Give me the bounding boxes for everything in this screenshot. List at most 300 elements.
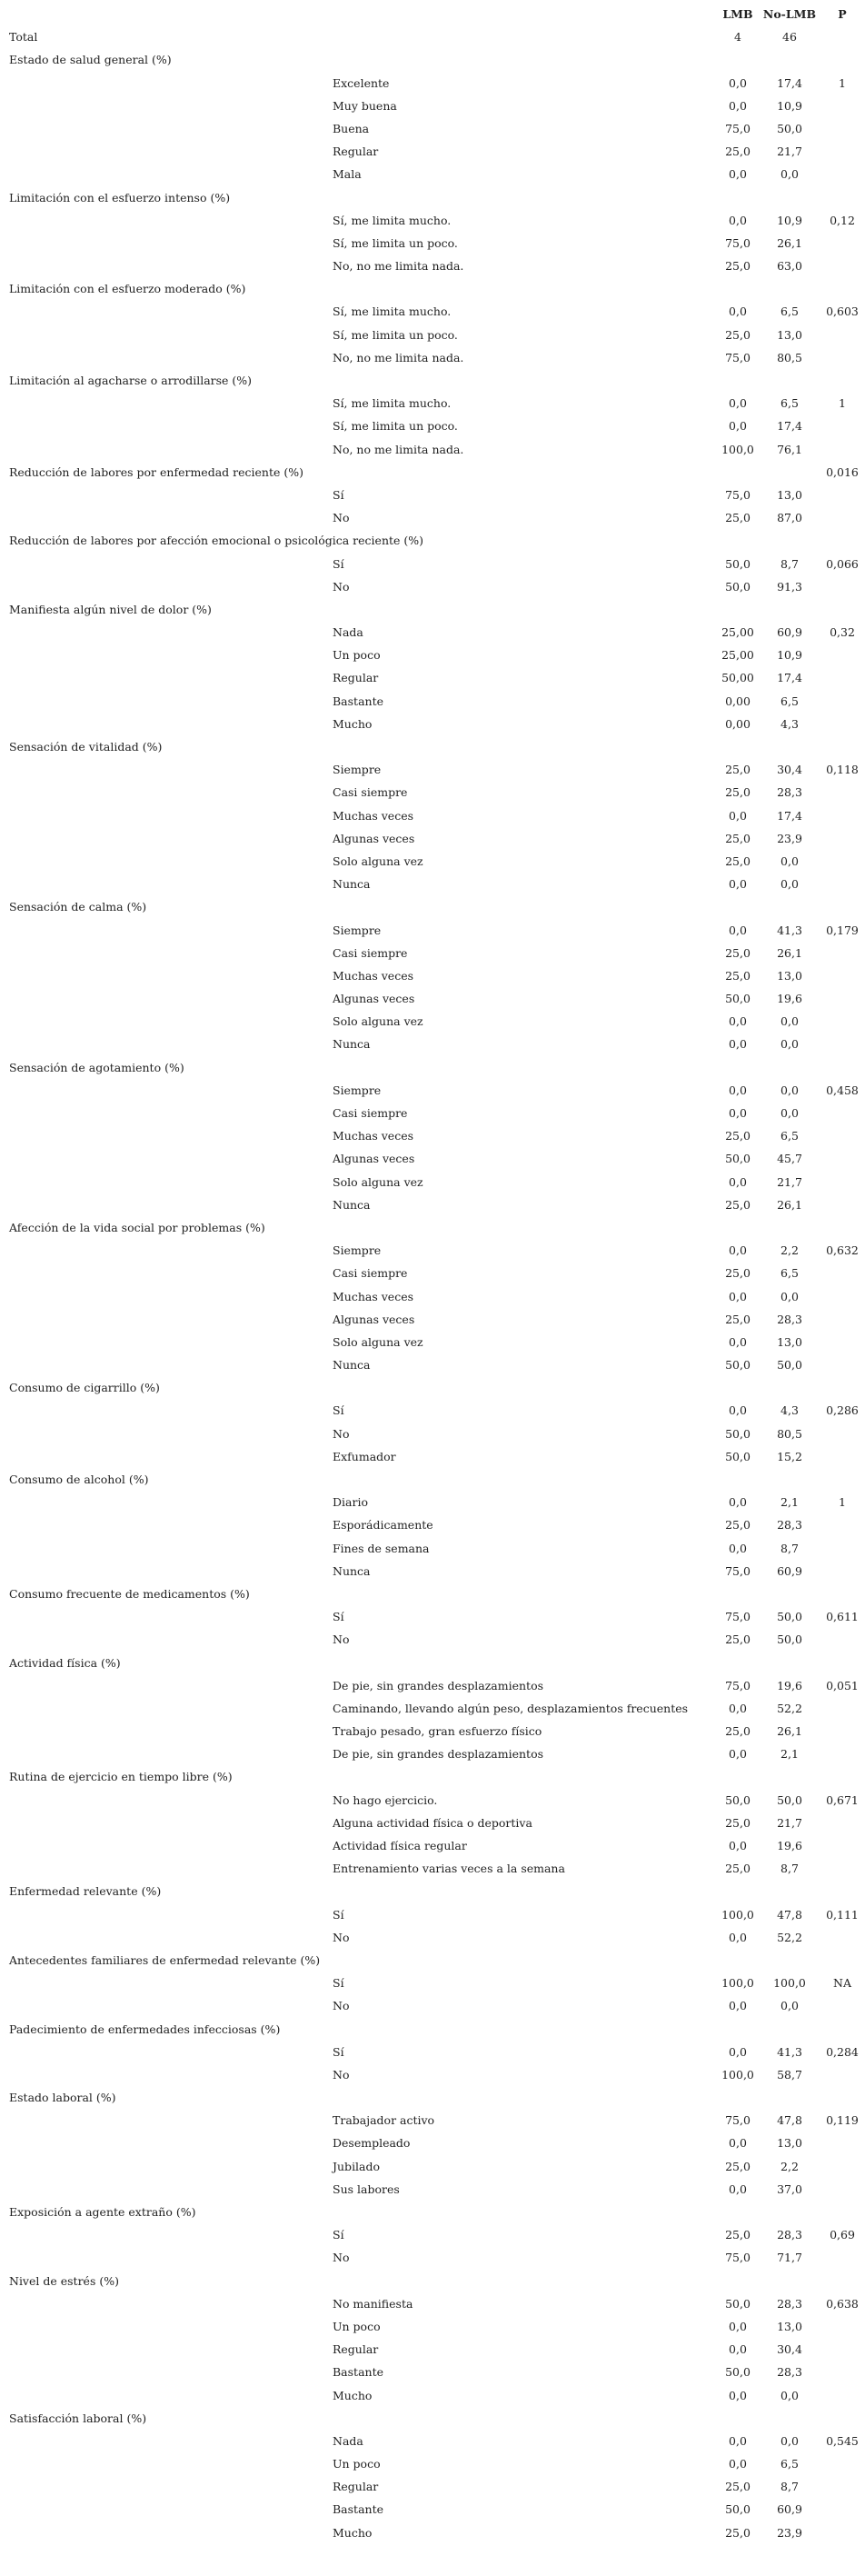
lmb-value: 75,0: [725, 235, 751, 250]
category-label: Nunca: [333, 877, 371, 892]
category-label: Fines de semana: [333, 1541, 430, 1555]
p-value: 1: [839, 1495, 846, 1510]
lmb-value: 0,0: [729, 1541, 747, 1555]
nolmb-value: 21,7: [777, 1815, 802, 1830]
lmb-value: 50,0: [725, 1449, 751, 1463]
lmb-value: 25,0: [725, 1815, 751, 1830]
nolmb-value: 28,3: [777, 2296, 802, 2311]
category-label: No, no me limita nada.: [333, 350, 464, 364]
table-row: [0, 2452, 865, 2475]
nolmb-value: 60,9: [777, 1563, 802, 1578]
lmb-value: 100,0: [721, 1976, 754, 1991]
category-label: Sí: [333, 2044, 344, 2059]
lmb-value: 0,0: [729, 2182, 747, 2196]
table-row: [0, 1560, 865, 1583]
nolmb-value: 76,1: [777, 442, 802, 456]
table-row: [0, 1331, 865, 1353]
category-label: Sí: [333, 1976, 344, 1991]
category-label: Algunas veces: [333, 992, 415, 1006]
lmb-value: 0,0: [729, 1495, 747, 1510]
group-title: Satisfacción laboral (%): [9, 2411, 147, 2425]
nolmb-value: 23,9: [777, 831, 802, 845]
table-row: [0, 2430, 865, 2452]
p-value: 0,603: [826, 305, 859, 319]
nolmb-value: 0,0: [780, 1289, 799, 1303]
category-label: Sí, me limita un poco.: [333, 235, 458, 250]
category-label: No: [333, 2067, 350, 2082]
group-header-row: [0, 2407, 865, 2430]
category-label: Sí, me limita mucho.: [333, 305, 452, 319]
p-value: NA: [833, 1976, 851, 1991]
category-label: Casi siempre: [333, 945, 408, 960]
nolmb-value: 2,1: [780, 1747, 799, 1762]
table-row: [0, 758, 865, 781]
lmb-value: 25,0: [725, 2525, 751, 2540]
nolmb-value: 50,0: [777, 1610, 802, 1624]
lmb-value: 50,0: [725, 1358, 751, 1373]
lmb-value: 0,0: [729, 1747, 747, 1762]
category-label: Algunas veces: [333, 1152, 415, 1166]
category-label: No manifiesta: [333, 2296, 413, 2311]
table-row: [0, 942, 865, 964]
p-value: 0,051: [826, 1678, 859, 1692]
lmb-value: 100,0: [721, 442, 754, 456]
group-title: Consumo frecuente de medicamentos (%): [9, 1586, 250, 1601]
category-label: Mucho: [333, 2388, 373, 2402]
category-label: Sí: [333, 1907, 344, 1922]
nolmb-value: 8,7: [780, 1862, 799, 1876]
nolmb-value: 28,3: [777, 1312, 802, 1326]
nolmb-value: 0,0: [780, 877, 799, 892]
table-row: [0, 414, 865, 437]
lmb-value: 0,0: [729, 2319, 747, 2333]
table-row: [0, 140, 865, 163]
category-label: Siempre: [333, 1243, 382, 1258]
p-value: 1: [839, 396, 846, 411]
table-row: [0, 1262, 865, 1284]
group-title: Enfermedad relevante (%): [9, 1884, 162, 1899]
category-label: Un poco: [333, 2319, 381, 2333]
total-nolmb: 46: [782, 30, 797, 45]
header-row: [0, 3, 865, 25]
category-label: Solo alguna vez: [333, 1334, 423, 1349]
nolmb-value: 80,5: [777, 1426, 802, 1441]
category-label: Mala: [333, 167, 362, 182]
lmb-value: 50,0: [725, 556, 751, 571]
nolmb-value: 6,5: [780, 2457, 799, 2471]
lmb-value: 50,0: [725, 579, 751, 594]
lmb-value: 25,00: [721, 648, 754, 663]
table-row: [0, 2292, 865, 2315]
nolmb-value: 19,6: [777, 1839, 802, 1852]
lmb-value: 75,0: [725, 1563, 751, 1578]
lmb-value: 50,00: [721, 671, 754, 685]
lmb-value: 0,0: [729, 877, 747, 892]
table-row: [0, 209, 865, 232]
group-title: Exposición a agente extraño (%): [9, 2205, 196, 2219]
p-value: 0,119: [826, 2113, 859, 2128]
nolmb-value: 26,1: [777, 945, 802, 960]
group-header-row: [0, 1949, 865, 1972]
table-row: [0, 666, 865, 689]
nolmb-value: 60,9: [777, 2502, 802, 2517]
group-header-row: [0, 1765, 865, 1788]
category-label: Siempre: [333, 923, 382, 937]
table-row: [0, 2315, 865, 2338]
group-title: Padecimiento de enfermedades infecciosas (%): [9, 2022, 281, 2036]
group-title: Reducción de labores por afección emocional o psicológica reciente (%): [9, 534, 424, 548]
lmb-value: 100,0: [721, 1907, 754, 1922]
nolmb-value: 0,0: [780, 1014, 799, 1029]
group-header-row: [0, 1583, 865, 1605]
table-row: [0, 1491, 865, 1513]
nolmb-value: 71,7: [777, 2251, 802, 2265]
nolmb-value: 30,4: [777, 2342, 802, 2357]
category-label: Casi siempre: [333, 1106, 408, 1120]
category-label: Muchas veces: [333, 808, 414, 823]
category-label: Exfumador: [333, 1449, 396, 1463]
p-value: 0,671: [826, 1792, 859, 1807]
table-row: [0, 553, 865, 575]
group-title: Reducción de labores por enfermedad reciente (%): [9, 464, 303, 479]
col-header-nolmb: No-LMB: [762, 7, 817, 21]
table-row: [0, 1812, 865, 1834]
nolmb-value: 13,0: [777, 1334, 802, 1349]
lmb-value: 0,0: [729, 1839, 747, 1852]
category-label: Sí, me limita un poco.: [333, 327, 458, 342]
lmb-value: 25,00: [721, 625, 754, 640]
lmb-value: 25,0: [725, 145, 751, 159]
lmb-value: 0,0: [729, 213, 747, 227]
lmb-value: 25,0: [725, 1129, 751, 1143]
group-title: Rutina de ejercicio en tiempo libre (%): [9, 1770, 233, 1784]
category-label: Siempre: [333, 1083, 382, 1097]
group-title: Actividad física (%): [9, 1655, 121, 1670]
table-row: [0, 575, 865, 598]
lmb-value: 25,0: [725, 2228, 751, 2242]
nolmb-value: 23,9: [777, 2525, 802, 2540]
table-row: [0, 1010, 865, 1033]
lmb-value: 50,0: [725, 1426, 751, 1441]
table-row: [0, 1102, 865, 1124]
lmb-value: 25,0: [725, 259, 751, 274]
lmb-value: 0,0: [729, 1334, 747, 1349]
group-title: Antecedentes familiares de enfermedad relevante (%): [9, 1952, 321, 1967]
nolmb-value: 6,5: [780, 1129, 799, 1143]
group-title: Nivel de estrés (%): [9, 2273, 119, 2288]
lmb-value: 0,0: [729, 1930, 747, 1944]
category-label: De pie, sin grandes desplazamientos: [333, 1678, 544, 1692]
category-label: Sí: [333, 1403, 344, 1418]
lmb-value: 0,0: [729, 1999, 747, 2013]
table-row: [0, 1353, 865, 1376]
lmb-value: 75,0: [725, 1678, 751, 1692]
lmb-value: 0,0: [729, 1289, 747, 1303]
p-value: 0,286: [826, 1403, 859, 1418]
nolmb-value: 0,0: [780, 2433, 799, 2448]
group-title: Estado de salud general (%): [9, 53, 172, 67]
table-row: [0, 324, 865, 346]
nolmb-value: 28,3: [777, 2228, 802, 2242]
lmb-value: 75,0: [725, 487, 751, 502]
table-row: [0, 850, 865, 873]
table-row: [0, 506, 865, 529]
p-value: 0,12: [830, 213, 855, 227]
group-title: Estado laboral (%): [9, 2091, 116, 2105]
table-row: [0, 1239, 865, 1262]
table-row: [0, 2223, 865, 2246]
table-row: [0, 987, 865, 1010]
category-label: No: [333, 1632, 350, 1647]
group-header-row: [0, 2086, 865, 2109]
lmb-value: 75,0: [725, 2251, 751, 2265]
nolmb-value: 50,0: [777, 1792, 802, 1807]
category-label: Nada: [333, 625, 363, 640]
category-label: Siempre: [333, 763, 382, 777]
lmb-value: 25,0: [725, 1862, 751, 1876]
category-label: Entrenamiento varias veces a la semana: [333, 1862, 565, 1876]
category-label: Sí, me limita mucho.: [333, 396, 452, 411]
nolmb-value: 15,2: [777, 1449, 802, 1463]
table-row: [0, 1926, 865, 1949]
category-label: Nunca: [333, 1197, 371, 1212]
category-label: No hago ejercicio.: [333, 1792, 438, 1807]
nolmb-value: 26,1: [777, 1197, 802, 1212]
nolmb-value: 4,3: [780, 1403, 799, 1418]
lmb-value: 0,0: [729, 1701, 747, 1715]
category-label: Solo alguna vez: [333, 1174, 423, 1189]
lmb-value: 50,0: [725, 2296, 751, 2311]
lmb-value: 0,0: [729, 1243, 747, 1258]
table-row: [0, 484, 865, 506]
lmb-value: 0,0: [729, 1014, 747, 1029]
lmb-value: 0,0: [729, 2342, 747, 2357]
lmb-value: 25,0: [725, 763, 751, 777]
nolmb-value: 28,3: [777, 1518, 802, 1533]
total-lmb: 4: [734, 30, 741, 45]
table-row: [0, 1147, 865, 1170]
category-label: Regular: [333, 2342, 379, 2357]
lmb-value: 50,0: [725, 992, 751, 1006]
lmb-value: 50,0: [725, 2365, 751, 2380]
nolmb-value: 6,5: [780, 1266, 799, 1281]
variable-groups: [0, 48, 865, 2543]
lmb-value: 25,0: [725, 2480, 751, 2494]
nolmb-value: 80,5: [777, 350, 802, 364]
table-row: [0, 2132, 865, 2154]
p-value: 0,545: [826, 2433, 859, 2448]
table-row: [0, 919, 865, 942]
table-row: [0, 873, 865, 895]
nolmb-value: 60,9: [777, 625, 802, 640]
category-label: Sus labores: [333, 2182, 400, 2196]
category-label: Diario: [333, 1495, 368, 1510]
table-row: [0, 1903, 865, 1926]
nolmb-value: 0,0: [780, 1999, 799, 2013]
table-row: [0, 2475, 865, 2498]
lmb-value: 0,0: [729, 305, 747, 319]
nolmb-value: 19,6: [777, 992, 802, 1006]
category-label: Sí: [333, 487, 344, 502]
nolmb-value: 50,0: [777, 121, 802, 135]
category-label: No: [333, 1426, 350, 1441]
table-row: [0, 438, 865, 461]
results-table: [0, 3, 865, 2544]
category-label: Un poco: [333, 2457, 381, 2471]
nolmb-value: 8,7: [780, 1541, 799, 1555]
group-header-row: [0, 1216, 865, 1239]
table-row: [0, 72, 865, 95]
nolmb-value: 0,0: [780, 167, 799, 182]
p-value: 0,111: [826, 1907, 859, 1922]
nolmb-value: 45,7: [777, 1152, 802, 1166]
lmb-value: 25,0: [725, 1724, 751, 1739]
nolmb-value: 13,0: [777, 487, 802, 502]
table-row: [0, 1193, 865, 1216]
group-header-row: [0, 2018, 865, 2041]
nolmb-value: 50,0: [777, 1358, 802, 1373]
nolmb-value: 8,7: [780, 556, 799, 571]
lmb-value: 0,0: [729, 1037, 747, 1052]
table-row: [0, 2498, 865, 2521]
lmb-value: 0,0: [729, 98, 747, 113]
table-row: [0, 255, 865, 277]
nolmb-value: 21,7: [777, 145, 802, 159]
nolmb-value: 47,8: [777, 2113, 802, 2128]
table-row: [0, 95, 865, 117]
nolmb-value: 21,7: [777, 1174, 802, 1189]
category-label: No, no me limita nada.: [333, 442, 464, 456]
nolmb-value: 13,0: [777, 968, 802, 983]
table-row: [0, 1079, 865, 1102]
table-row: [0, 690, 865, 713]
category-label: Caminando, llevando algún peso, desplazamientos frecuentes: [333, 1701, 689, 1715]
table-row: [0, 2384, 865, 2407]
group-header-row: [0, 1468, 865, 1491]
table-row: [0, 644, 865, 666]
lmb-value: 0,0: [729, 75, 747, 90]
table-row: [0, 1697, 865, 1720]
group-header-row: [0, 598, 865, 621]
lmb-value: 75,0: [725, 121, 751, 135]
category-label: No: [333, 2251, 350, 2265]
lmb-value: 0,0: [729, 1083, 747, 1097]
col-header-p: P: [838, 7, 847, 21]
lmb-value: 50,0: [725, 2502, 751, 2517]
lmb-value: 25,0: [725, 2159, 751, 2173]
group-header-row: [0, 48, 865, 71]
table-row: [0, 392, 865, 414]
table-row: [0, 2521, 865, 2544]
lmb-value: 25,0: [725, 785, 751, 800]
group-header-row: [0, 895, 865, 918]
category-label: No: [333, 1999, 350, 2013]
total-label: Total: [9, 30, 38, 45]
table-row: [0, 2361, 865, 2383]
nolmb-value: 8,7: [780, 2480, 799, 2494]
nolmb-value: 28,3: [777, 2365, 802, 2380]
category-label: Muchas veces: [333, 1129, 414, 1143]
category-label: No, no me limita nada.: [333, 259, 464, 274]
nolmb-value: 26,1: [777, 235, 802, 250]
category-label: No: [333, 579, 350, 594]
table-row: [0, 1789, 865, 1812]
lmb-value: 0,00: [725, 694, 751, 708]
nolmb-value: 100,0: [773, 1976, 806, 1991]
category-label: Sí: [333, 2228, 344, 2242]
group-header-row: [0, 1652, 865, 1674]
total-row: [0, 25, 865, 48]
nolmb-value: 10,9: [777, 648, 802, 663]
table-row: [0, 1285, 865, 1308]
category-label: No: [333, 511, 350, 525]
group-header-row: [0, 1880, 865, 1902]
lmb-value: 0,0: [729, 2433, 747, 2448]
group-title: Limitación con el esfuerzo intenso (%): [9, 190, 231, 205]
nolmb-value: 52,2: [777, 1930, 802, 1944]
table-row: [0, 827, 865, 850]
category-label: Casi siempre: [333, 1266, 408, 1281]
p-value: 0,638: [826, 2296, 859, 2311]
group-header-row: [0, 1056, 865, 1079]
group-header-row: [0, 2201, 865, 2223]
lmb-value: 0,0: [729, 1106, 747, 1120]
table-row: [0, 1445, 865, 1468]
nolmb-value: 63,0: [777, 259, 802, 274]
lmb-value: 25,0: [725, 1632, 751, 1647]
group-title: Limitación al agacharse o arrodillarse (%): [9, 374, 253, 387]
category-label: Algunas veces: [333, 831, 415, 845]
nolmb-value: 26,1: [777, 1724, 802, 1739]
table-row: [0, 1994, 865, 2017]
nolmb-value: 6,5: [780, 396, 799, 411]
table-row: [0, 1857, 865, 1880]
category-label: Nunca: [333, 1563, 371, 1578]
lmb-value: 0,0: [729, 923, 747, 937]
category-label: Bastante: [333, 694, 383, 708]
table-row: [0, 1171, 865, 1193]
lmb-value: 0,0: [729, 1403, 747, 1418]
table-row: [0, 621, 865, 644]
table-row: [0, 1537, 865, 1560]
nolmb-value: 10,9: [777, 98, 802, 113]
group-header-row: [0, 461, 865, 484]
category-label: Bastante: [333, 2502, 383, 2517]
group-header-row: [0, 186, 865, 209]
category-label: Jubilado: [333, 2159, 381, 2173]
table-row: [0, 1674, 865, 1697]
lmb-value: 0,0: [729, 808, 747, 823]
lmb-value: 25,0: [725, 831, 751, 845]
nolmb-value: 30,4: [777, 763, 802, 777]
nolmb-value: 13,0: [777, 327, 802, 342]
group-title: Sensación de calma (%): [9, 900, 147, 914]
table-row: [0, 1124, 865, 1147]
table-row: [0, 1308, 865, 1331]
table-row: [0, 1513, 865, 1536]
nolmb-value: 17,4: [777, 419, 802, 434]
category-label: Casi siempre: [333, 785, 408, 800]
group-header-row: [0, 277, 865, 300]
nolmb-value: 2,2: [780, 1243, 799, 1258]
lmb-value: 25,0: [725, 968, 751, 983]
nolmb-value: 13,0: [777, 2136, 802, 2151]
category-label: Sí: [333, 556, 344, 571]
lmb-value: 75,0: [725, 350, 751, 364]
category-label: Sí, me limita un poco.: [333, 419, 458, 434]
nolmb-value: 28,3: [777, 785, 802, 800]
category-label: Alguna actividad física o deportiva: [333, 1815, 532, 1830]
